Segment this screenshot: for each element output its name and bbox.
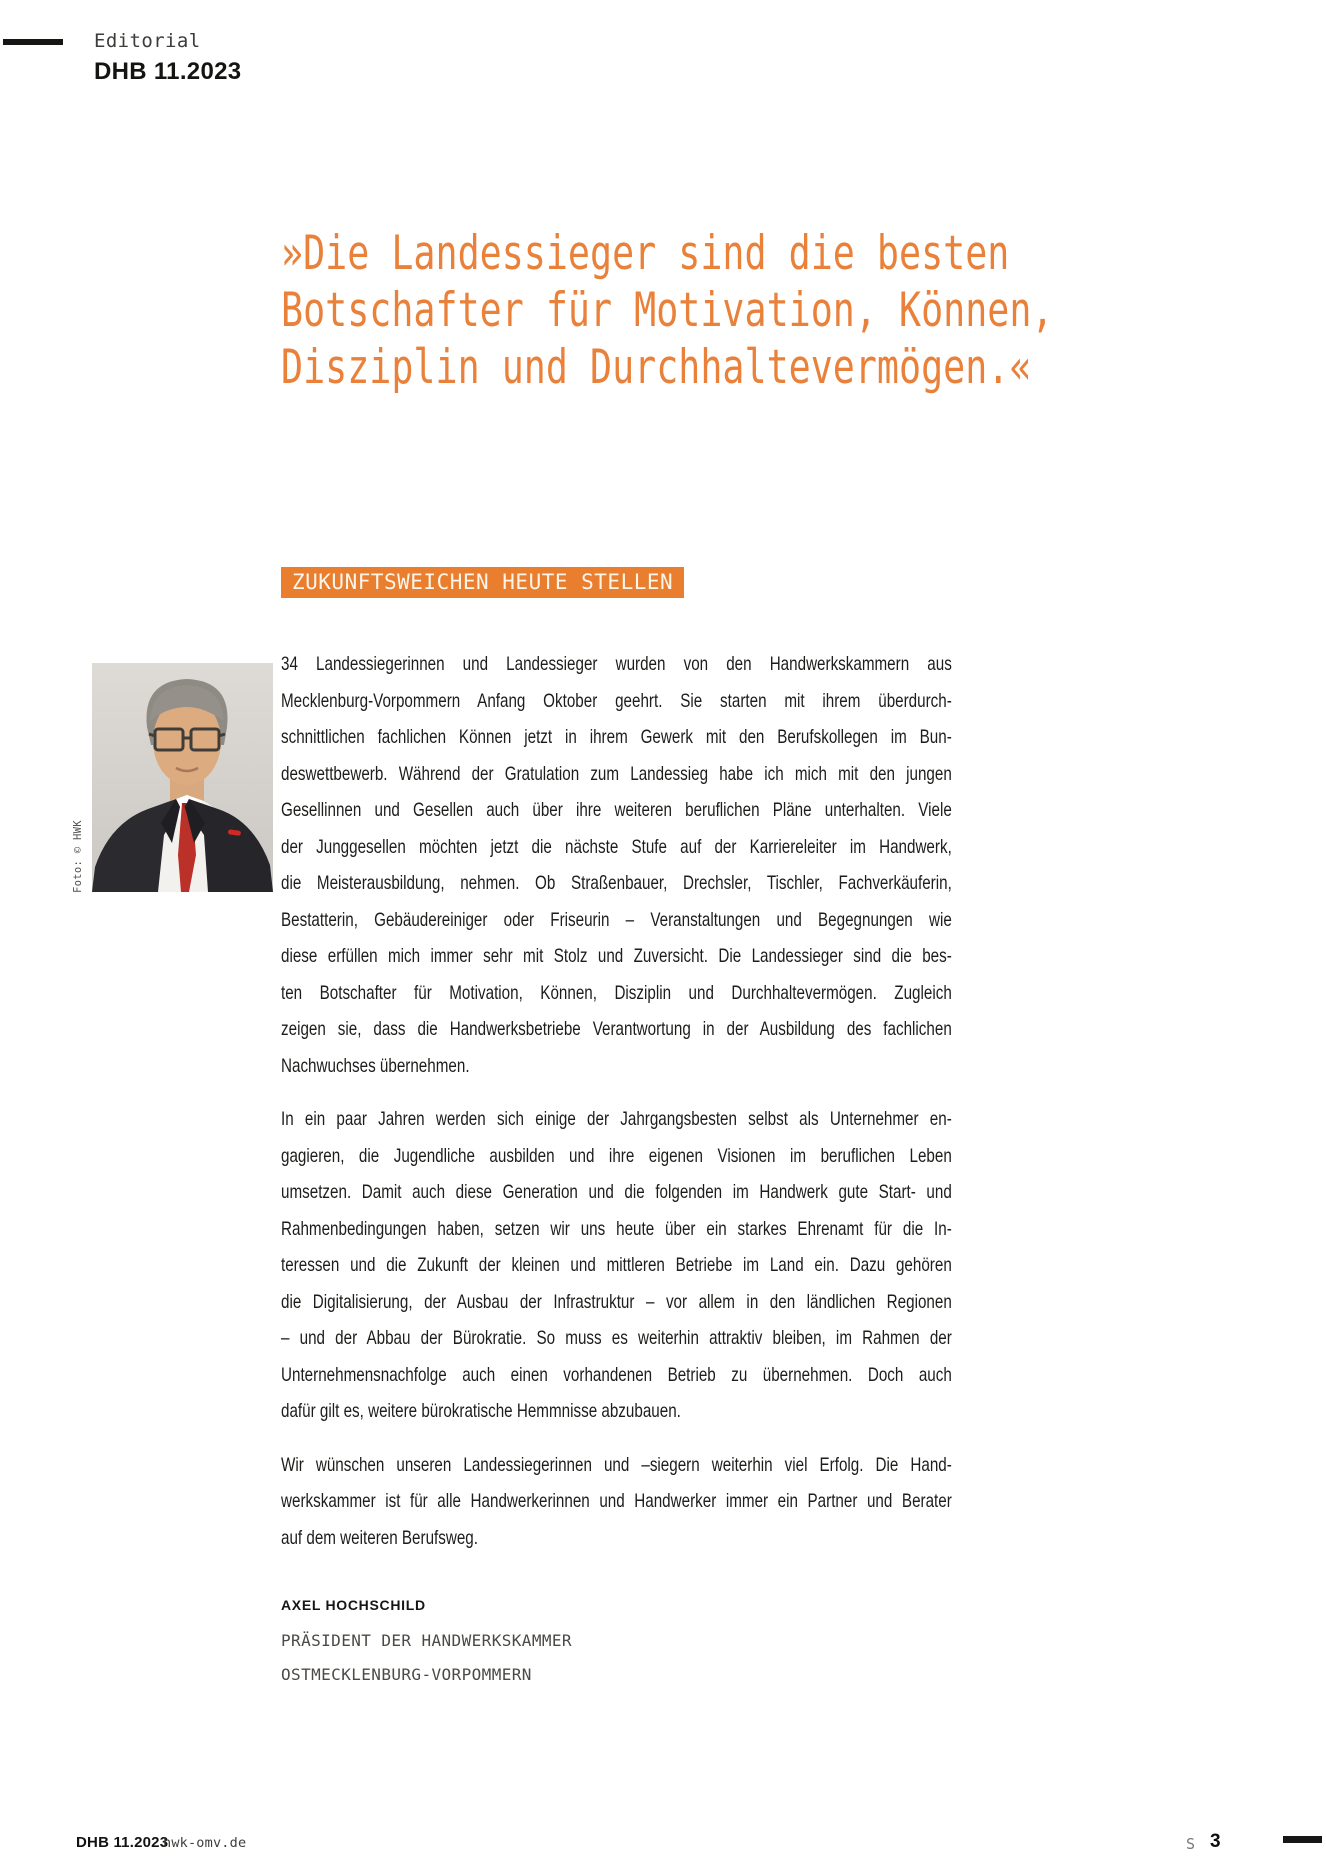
article-text-line: Mecklenburg-Vorpommern Anfang Oktober geehrt. Sie starten mit ihrem überdurch- [281, 689, 952, 712]
pull-quote-line: Botschafter für Motivation, Können, [281, 283, 1054, 338]
article-text-line: umsetzen. Damit auch diese Generation und die folgenden im Handwerk gute Start- und [281, 1181, 952, 1203]
article-paragraph [281, 1101, 952, 1430]
footer-rule-bar [1283, 1836, 1322, 1843]
article-paragraph [281, 1447, 952, 1557]
issue-label: DHB 11.2023 [94, 58, 242, 85]
article-text-line: dafür gilt es, weitere bürokratische Hemmnisse abzubauen. [281, 1400, 681, 1422]
article-text-line: Nachwuchses übernehmen. [281, 1054, 470, 1077]
photo-credit: Foto: © HWK [72, 820, 84, 893]
article-text-line: gagieren, die Jugendliche ausbilden und ihre eigenen Visionen im beruflichen Leben [281, 1144, 952, 1167]
article-paragraph [281, 646, 952, 1084]
article-text-line: werkskammer ist für alle Handwerkerinnen und Handwerker immer ein Partner und Berater [281, 1490, 952, 1512]
footer-page-number: 3 [1210, 1831, 1221, 1852]
footer-issue-label: DHB 11.2023 [76, 1834, 169, 1851]
signature-role-line1: PRÄSIDENT DER HANDWERKSKAMMER [281, 1631, 572, 1650]
article-text-line: Wir wünschen unseren Landessiegerinnen und –siegern weiterhin viel Erfolg. Die Hand- [281, 1453, 952, 1476]
signature-name: AXEL HOCHSCHILD [281, 1597, 426, 1613]
portrait-photo [92, 663, 273, 892]
article-text-line: ten Botschafter für Motivation, Können, Disziplin und Durchhaltevermögen. Zugleich [281, 981, 952, 1004]
article-text-line: die Digitalisierung, der Ausbau der Infrastruktur – vor allem in den ländlichen Regionen [281, 1290, 952, 1313]
article-text-line: schnittlichen fachlichen Können jetzt in ihrem Gewerk mit den Berufskollegen im Bun- [281, 726, 952, 748]
footer-page-prefix: S [1186, 1835, 1196, 1853]
pull-quote-line: Disziplin und Durchhaltevermögen.« [281, 340, 1032, 395]
kicker-banner: ZUKUNFTSWEICHEN HEUTE STELLEN [281, 567, 684, 598]
article-body [281, 646, 952, 1573]
article-text-line: In ein paar Jahren werden sich einige der Jahrgangsbesten selbst als Unternehmer en- [281, 1108, 952, 1130]
article-text-line: Rahmenbedingungen haben, setzen wir uns heute über ein starkes Ehrenamt für die In- [281, 1217, 952, 1240]
article-text-line: deswettbewerb. Während der Gratulation zum Landessieg habe ich mich mit den jungen [281, 762, 952, 785]
article-text-line: auf dem weiteren Berufsweg. [281, 1526, 478, 1549]
article-text-line: – und der Abbau der Bürokratie. So muss es weiterhin attraktiv bleiben, im Rahmen der [281, 1327, 952, 1349]
portrait-photo-graphic [92, 663, 273, 892]
article-text-line: der Junggesellen möchten jetzt die nächste Stufe auf der Karriereleiter im Handwerk, [281, 835, 952, 858]
footer-website: hwk-omv.de [163, 1835, 247, 1851]
article-text-line: Bestatterin, Gebäudereiniger oder Friseurin – Veranstaltungen und Begegnungen wie [281, 908, 952, 931]
article-text-line: Gesellinnen und Gesellen auch über ihre weiteren beruflichen Pläne unterhalten. Viele [281, 799, 952, 821]
article-text-line: die Meisterausbildung, nehmen. Ob Straßenbauer, Drechsler, Tischler, Fachverkäuferin, [281, 872, 952, 894]
article-text-line: teressen und die Zukunft der kleinen und mittleren Betriebe im Land ein. Dazu gehören [281, 1254, 952, 1276]
section-label: Editorial [94, 30, 201, 52]
header-rule-bar [3, 39, 63, 45]
article-text-line: diese erfüllen mich immer sehr mit Stolz und Zuversicht. Die Landessieger sind die bes- [281, 945, 952, 967]
article-text-line: 34 Landessiegerinnen und Landessieger wurden von den Handwerkskammern aus [281, 653, 952, 675]
article-text-line: Unternehmensnachfolge auch einen vorhandenen Betrieb zu übernehmen. Doch auch [281, 1363, 952, 1386]
signature-role-line2: OSTMECKLENBURG-VORPOMMERN [281, 1665, 532, 1684]
pull-quote-line: »Die Landessieger sind die besten [281, 226, 1010, 281]
article-text-line: zeigen sie, dass die Handwerksbetriebe Verantwortung in der Ausbildung des fachlichen [281, 1018, 952, 1040]
pull-quote [281, 225, 1092, 396]
